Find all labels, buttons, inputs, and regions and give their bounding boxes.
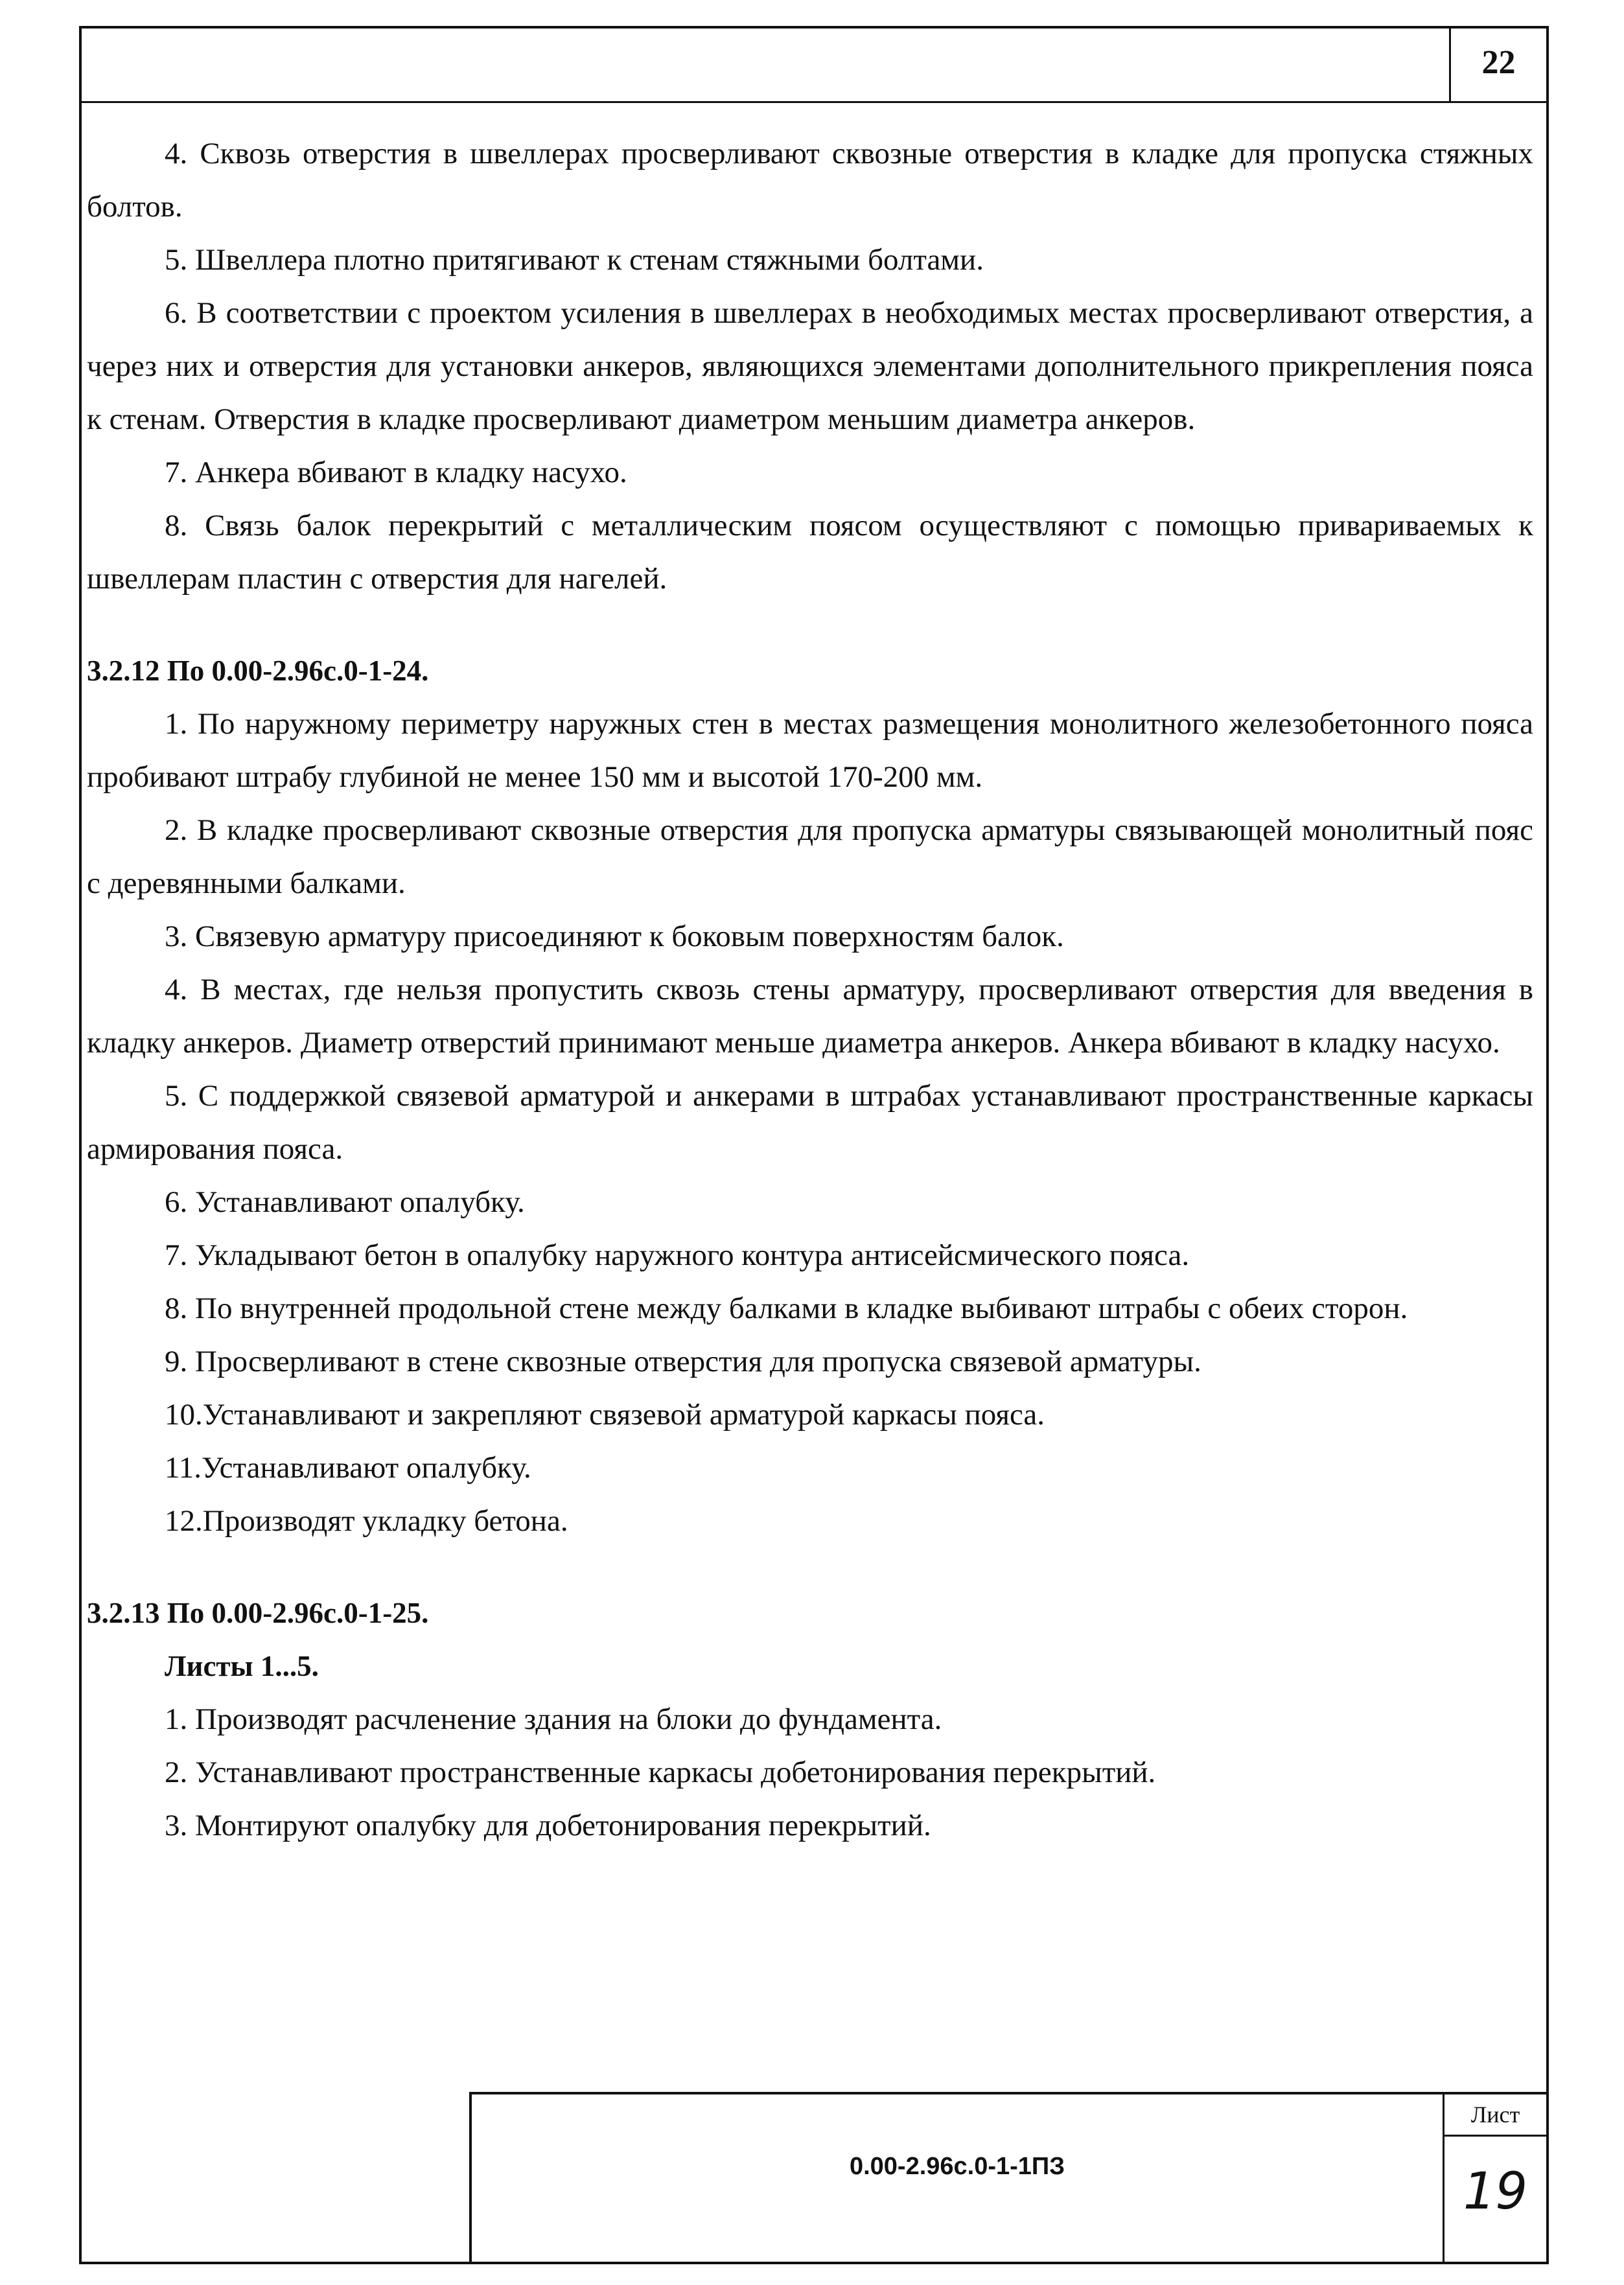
paragraph: 5. Швеллера плотно притягивают к стенам стяжными болтами.: [165, 243, 984, 277]
paragraph: 11.Устанавливают опалубку.: [165, 1451, 531, 1485]
section-heading: 3.2.13 По 0.00-2.96с.0-1-25.: [87, 1597, 429, 1629]
paragraph: 1. По наружному периметру наружных стен в местах размещения монолитного железобетонного пояса пробивают штрабу глубиной не менее 150 мм и высотой 170-200 мм.: [87, 707, 1533, 794]
section-heading: 3.2.12 По 0.00-2.96с.0-1-24.: [87, 655, 429, 687]
paragraph: 5. С поддержкой связевой арматурой и анкерами в штрабах устанавливают пространственные каркасы армирования пояса.: [87, 1079, 1533, 1166]
section-spacer: [87, 1548, 1533, 1586]
paragraph: 7. Укладывают бетон в опалубку наружного контура антисейсмического пояса.: [165, 1238, 1190, 1272]
paragraph: 10.Устанавливают и закрепляют связевой арматурой каркасы пояса.: [165, 1398, 1045, 1432]
page-frame: [79, 26, 1549, 2264]
sheet-number: 19: [1463, 2163, 1528, 2221]
document-code: 0.00-2.96с.0-1-1ПЗ: [849, 2153, 1065, 2180]
sheet-label: Лист: [1444, 2094, 1546, 2137]
paragraph: 12.Производят укладку бетона.: [165, 1504, 568, 1538]
section-spacer: [87, 605, 1533, 644]
paragraph: 7. Анкера вбивают в кладку насухо.: [165, 456, 627, 489]
paragraph: 4. Сквозь отверстия в швеллерах просверливают сквозные отверстия в кладке для пропуска стяжных болтов.: [87, 137, 1533, 224]
paragraph: 9. Просверливают в стене сквозные отверстия для пропуска связевой арматуры.: [165, 1345, 1201, 1378]
paragraph: 3. Монтируют опалубку для добетонирования перекрытий.: [165, 1809, 931, 1842]
title-block: [469, 2092, 1546, 2262]
section-subheading: Листы 1...5.: [165, 1650, 319, 1682]
page-number: 22: [1449, 29, 1546, 103]
paragraph: 8. Связь балок перекрытий с металлическим поясом осуществляют с помощью привариваемых к швеллерам пластин с отверстия для нагелей.: [87, 509, 1533, 596]
paragraph: 6. В соответствии с проектом усиления в швеллерах в необходимых местах просверливают отверстия, а через них и отверстия для установки анкеров, являющихся элементами дополнительного прикрепления пояса к стенам. Отверстия в кладке просверливают диаметром меньшим диаметра анкеров.: [87, 296, 1533, 436]
paragraph: 3. Связевую арматуру присоединяют к боковым поверхностям балок.: [165, 920, 1064, 953]
paragraph: 2. В кладке просверливают сквозные отверстия для пропуска арматуры связывающей монолитный пояс с деревянными балками.: [87, 813, 1533, 900]
paragraph: 6. Устанавливают опалубку.: [165, 1185, 525, 1219]
document-body: [87, 127, 1533, 1852]
paragraph: 8. По внутренней продольной стене между балками в кладке выбивают штрабы с обеих сторон.: [165, 1292, 1408, 1325]
paragraph: 2. Устанавливают пространственные каркасы добетонирования перекрытий.: [165, 1756, 1156, 1789]
paragraph: 4. В местах, где нельзя пропустить сквозь стены арматуру, просверливают отверстия для введения в кладку анкеров. Диаметр отверстий принимают меньше диаметра анкеров. Анкера вбивают в кладку насухо.: [87, 973, 1533, 1060]
sheet-cell: [1443, 2094, 1546, 2262]
header-divider: [82, 101, 1546, 103]
paragraph: 1. Производят расчленение здания на блоки до фундамента.: [165, 1702, 942, 1736]
